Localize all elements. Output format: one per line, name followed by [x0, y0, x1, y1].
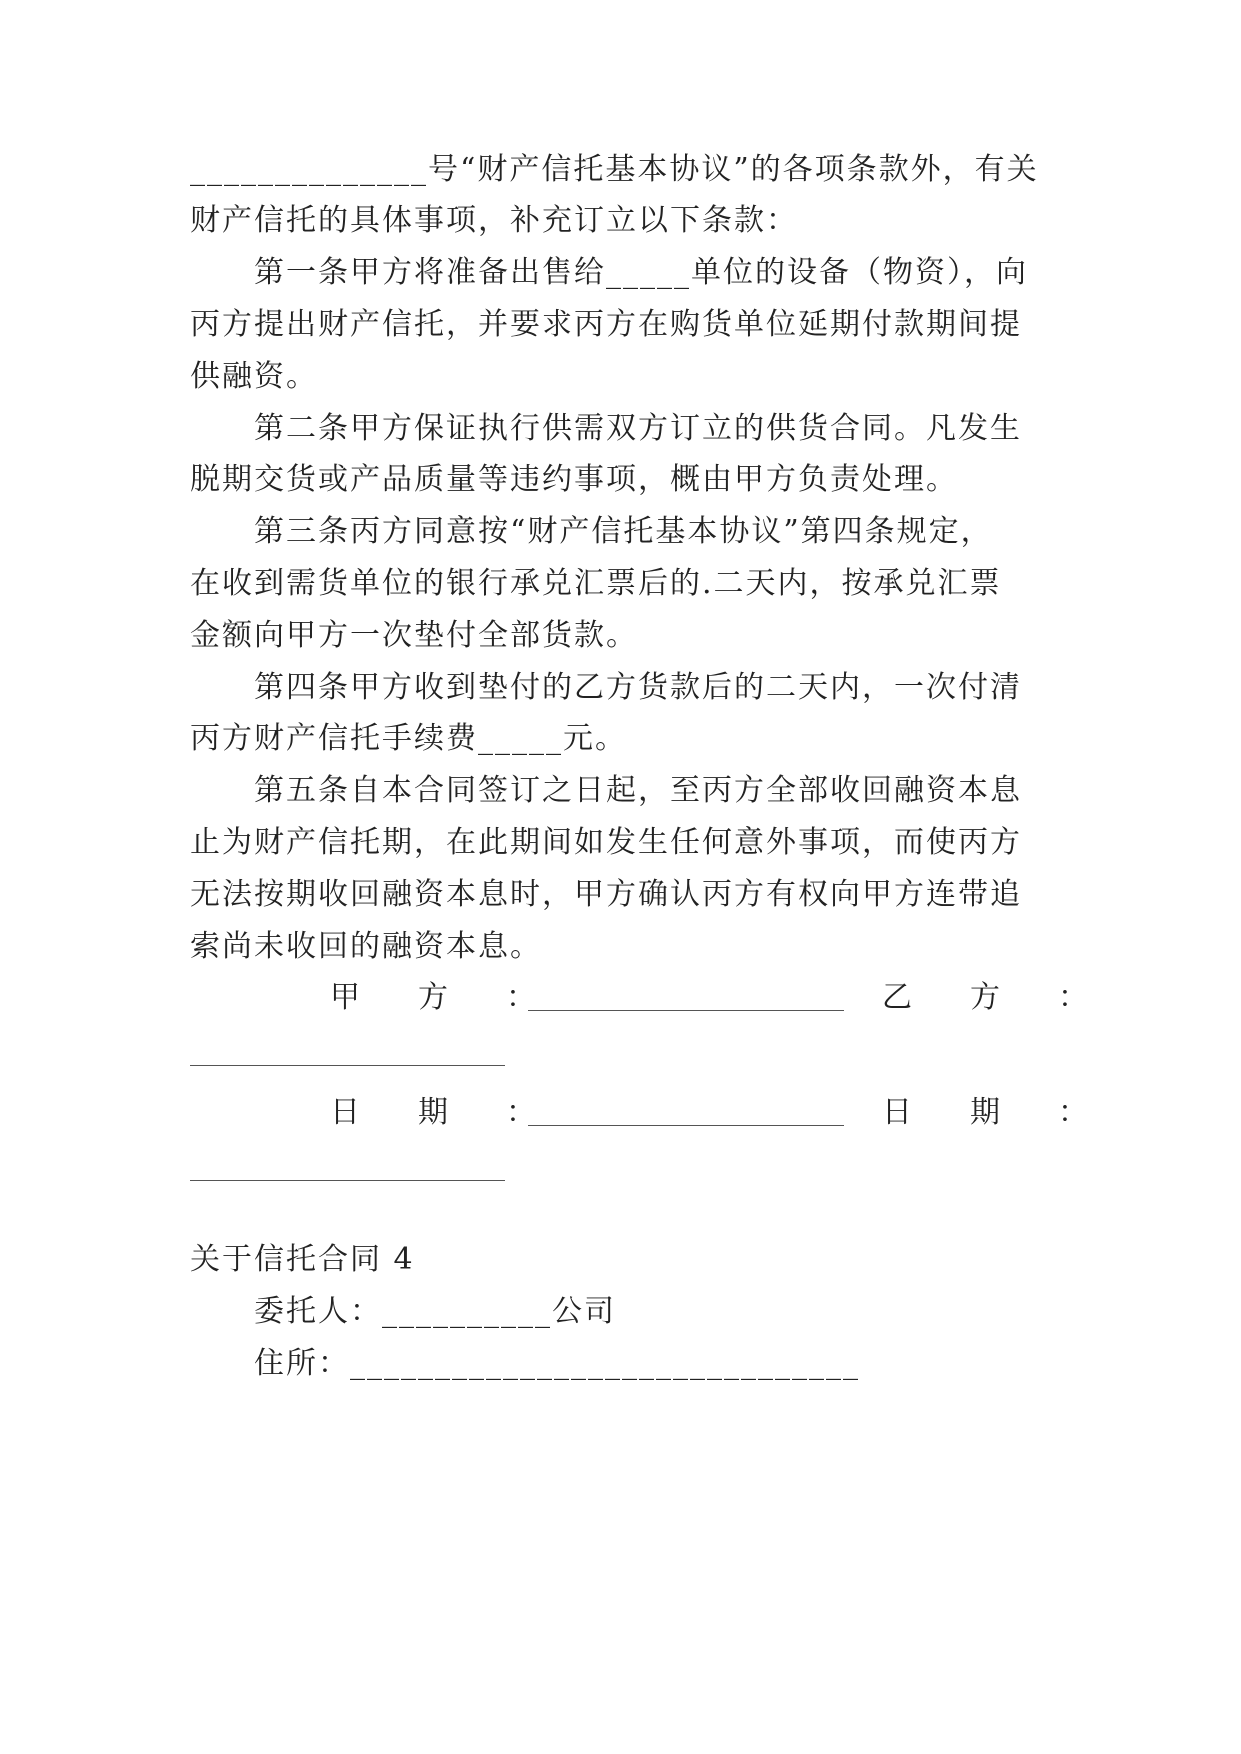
text-line: 第二条甲方保证执行供需双方订立的供货合同。凡发生	[190, 411, 1022, 446]
party-b-label: 乙 方 ：	[882, 980, 1102, 1015]
text-line: 丙方财产信托手续费_____元。	[190, 721, 627, 756]
text-line: 无法按期收回融资本息时，甲方确认丙方有权向甲方连带追	[190, 877, 1022, 912]
party-a-signature-line	[528, 1010, 844, 1011]
text-line: 脱期交货或产品质量等违约事项，概由甲方负责处理。	[190, 462, 958, 497]
text-line: 第一条甲方将准备出售给_____单位的设备（物资），向	[190, 255, 1028, 290]
party-a-label: 甲 方 ：	[330, 980, 550, 1015]
date-a-label: 日 期 ：	[330, 1095, 550, 1130]
text-line: 止为财产信托期，在此期间如发生任何意外事项，而使丙方	[190, 825, 1022, 860]
date-a-line	[528, 1125, 844, 1126]
text-line: 财产信托的具体事项，补充订立以下条款：	[190, 203, 798, 238]
text-line: ______________号“财产信托基本协议”的各项条款外，有关	[190, 152, 1039, 187]
party-b-signature-line	[190, 1065, 505, 1066]
text-line: 丙方提出财产信托，并要求丙方在购货单位延期付款期间提	[190, 307, 1022, 342]
trustor-line: 委托人：__________公司	[190, 1294, 616, 1329]
text-line: 第三条丙方同意按“财产信托基本协议”第四条规定，	[190, 514, 993, 549]
text-line: 在收到需货单位的银行承兑汇票后的.二天内，按承兑汇票	[190, 566, 1002, 601]
section-title: 关于信托合同 4	[190, 1242, 415, 1277]
date-b-line	[190, 1180, 505, 1181]
text-line: 第四条甲方收到垫付的乙方货款后的二天内，一次付清	[190, 670, 1022, 705]
date-b-label: 日 期 ：	[882, 1095, 1102, 1130]
text-line: 索尚未收回的融资本息。	[190, 929, 542, 964]
text-line: 第五条自本合同签订之日起，至丙方全部收回融资本息	[190, 773, 1022, 808]
text-line: 供融资。	[190, 359, 318, 394]
text-line: 金额向甲方一次垫付全部货款。	[190, 618, 638, 653]
address-line: 住所：______________________________	[190, 1346, 860, 1381]
